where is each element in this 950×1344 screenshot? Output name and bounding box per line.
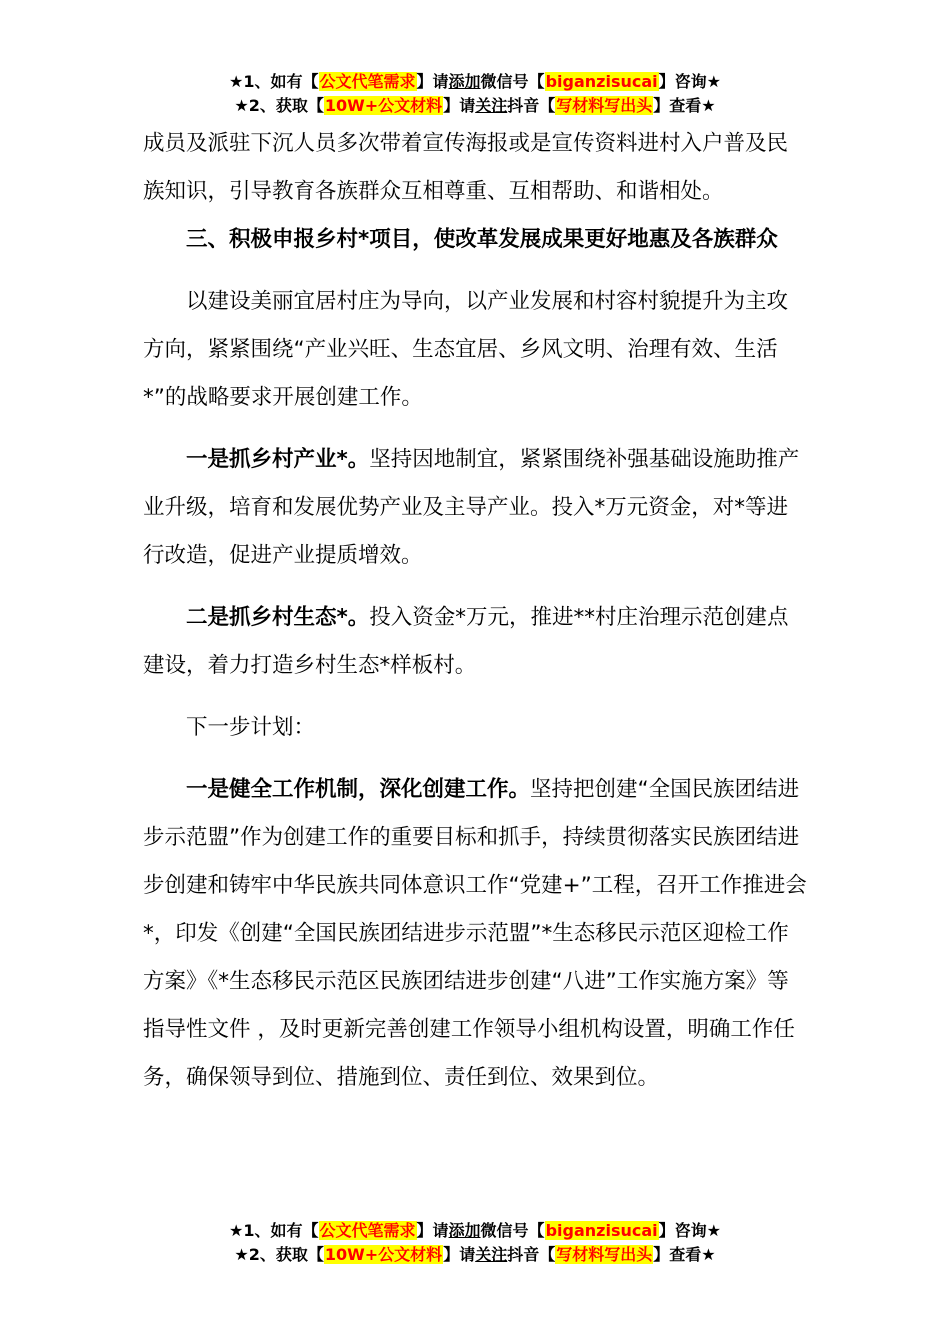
footer-1-underlined: 添加 — [448, 1221, 481, 1240]
footer-line-1 — [0, 1219, 950, 1243]
plan-1-text: 坚持把创建“全国民族团结进步示范盟”作为创建工作的重要目标和抓手，持续贯彻落实民族团结进步创建和铸牢中华民族共同体意识工作“党建+”工程，召开工作推进会*，印发《创建“全国民族团结进步示范盟”*生态移民示范区迎检工作方案》《*生态移民示范区民族团结进步创建“八进”工作实施方案》等指导性文件 ，及时更新完善创建工作领导小组机构设置，明确工作任务，确保领导到位、措施到位、责任到位、效果到位。 — [143, 777, 807, 1090]
footer-1-wechat-id: biganzisucai — [545, 1221, 658, 1240]
footer-2-highlight-materials: 10W+公文材料 — [324, 1245, 443, 1264]
footer-2-douyin-id: 写材料写出头 — [556, 1245, 653, 1264]
footer-1-text-2: 微信号【 — [480, 1221, 545, 1240]
banner-2-highlight-materials: 10W+公文材料 — [324, 96, 443, 115]
banner-1-wechat-id: biganzisucai — [545, 72, 658, 91]
banner-1-suffix: 】咨询★ — [658, 72, 721, 91]
banner-1-prefix: ★1、如有【 — [229, 72, 319, 91]
point-2-title: 二是抓乡村生态*。 — [186, 605, 370, 630]
footer-1-text: 】请 — [416, 1221, 449, 1240]
footer-line-2 — [0, 1243, 950, 1267]
paragraph-mechanism — [143, 766, 807, 1102]
point-1-title: 一是抓乡村产业*。 — [186, 447, 370, 472]
banner-1-text-2: 微信号【 — [480, 72, 545, 91]
paragraph-ecology — [143, 594, 807, 690]
paragraph-next-steps: 下一步计划： — [186, 715, 316, 740]
point-1-text: 坚持因地制宜，紧紧围绕补强基础设施助推产业升级，培育和发展优势产业及主导产业。投入*万元资金，对*等进行改造，促进产业提质增效。 — [143, 447, 800, 568]
footer-2-text-2: 抖音【 — [507, 1245, 556, 1264]
banner-1-text: 】请 — [416, 72, 449, 91]
banner-1-underlined: 添加 — [448, 72, 481, 91]
banner-2-underlined: 关注 — [475, 96, 508, 115]
banner-2-text-2: 抖音【 — [507, 96, 556, 115]
footer-2-prefix: ★2、获取【 — [234, 1245, 324, 1264]
footer-2-text: 】请 — [443, 1245, 476, 1264]
paragraph-direction: 以建设美丽宜居村庄为导向，以产业发展和村容村貌提升为主攻方向，紧紧围绕“产业兴旺、生态宜居、乡风文明、治理有效、生活*”的战略要求开展创建工作。 — [143, 289, 789, 410]
footer-1-highlight-service: 公文代笔需求 — [319, 1221, 416, 1240]
banner-line-1 — [0, 70, 950, 94]
header-banner — [0, 70, 950, 118]
footer-2-underlined: 关注 — [475, 1245, 508, 1264]
paragraph-continued: 成员及派驻下沉人员多次带着宣传海报或是宣传资料进村入户普及民族知识，引导教育各族群众互相尊重、互相帮助、和谐相处。 — [143, 131, 789, 204]
footer-1-prefix: ★1、如有【 — [229, 1221, 319, 1240]
paragraph-industry — [143, 436, 807, 580]
banner-2-text: 】请 — [443, 96, 476, 115]
section-heading-3: 三、积极申报乡村*项目，使改革发展成果更好地惠及各族群众 — [186, 227, 778, 252]
banner-line-2 — [0, 94, 950, 118]
point-2-text: 投入资金*万元，推进**村庄治理示范创建点建设，着力打造乡村生态*样板村。 — [143, 605, 789, 678]
plan-1-title: 一是健全工作机制，深化创建工作。 — [186, 777, 531, 802]
banner-2-prefix: ★2、获取【 — [234, 96, 324, 115]
footer-banner — [0, 1219, 950, 1267]
banner-1-highlight-service: 公文代笔需求 — [319, 72, 416, 91]
banner-2-suffix: 】查看★ — [653, 96, 716, 115]
banner-2-douyin-id: 写材料写出头 — [556, 96, 653, 115]
footer-2-suffix: 】查看★ — [653, 1245, 716, 1264]
document-body — [143, 120, 807, 1102]
footer-1-suffix: 】咨询★ — [658, 1221, 721, 1240]
